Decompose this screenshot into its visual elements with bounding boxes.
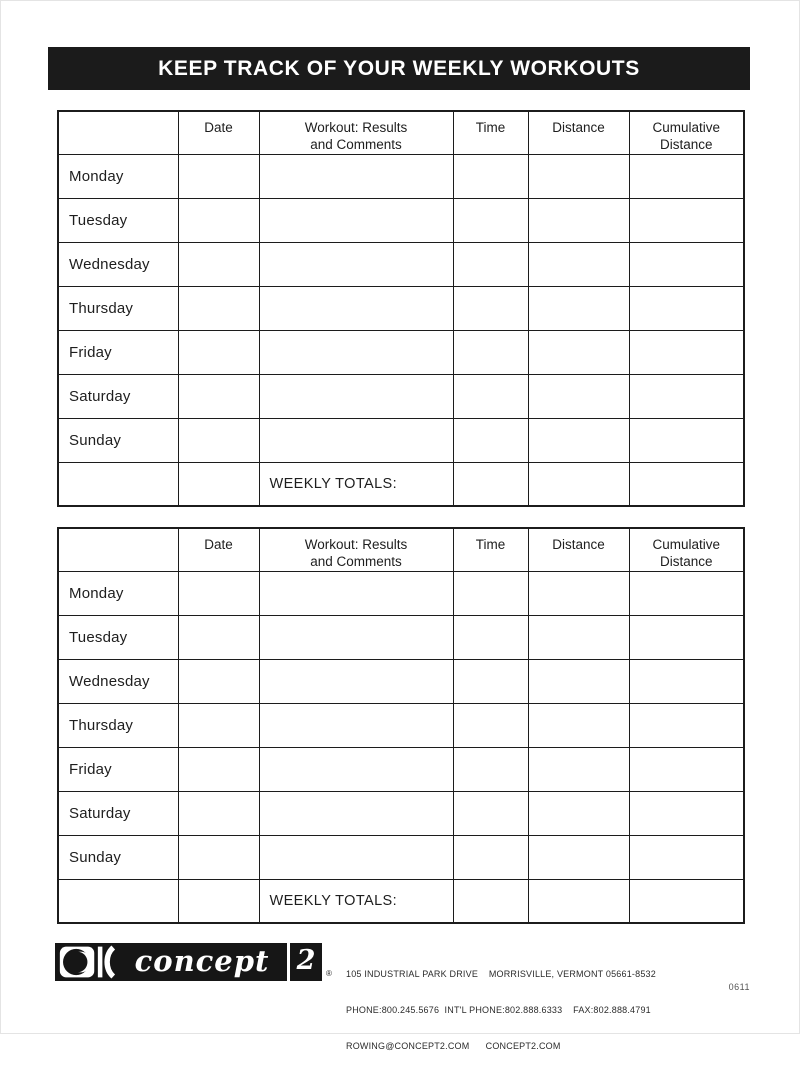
time-entry-cell <box>453 286 528 330</box>
web-line: ROWING@CONCEPT2.COM CONCEPT2.COM <box>346 1041 561 1051</box>
time-entry-cell <box>453 791 528 835</box>
day-row <box>58 615 744 659</box>
cumulative-entry-cell <box>629 198 744 242</box>
distance-entry-cell <box>528 659 629 703</box>
time-entry-cell <box>453 242 528 286</box>
day-label: Saturday <box>58 791 178 835</box>
empty-day-cell <box>58 462 178 506</box>
day-label: Sunday <box>58 835 178 879</box>
date-entry-cell <box>178 374 259 418</box>
time-entry-cell <box>453 703 528 747</box>
day-row <box>58 418 744 462</box>
week-table-2 <box>57 527 745 924</box>
distance-entry-cell <box>528 791 629 835</box>
workout-entry-cell <box>259 615 453 659</box>
day-label: Thursday <box>58 703 178 747</box>
distance-entry-cell <box>528 703 629 747</box>
day-row <box>58 330 744 374</box>
company-contact-block <box>346 944 656 1076</box>
day-label: Tuesday <box>58 198 178 242</box>
day-label: Friday <box>58 747 178 791</box>
date-entry-cell <box>178 198 259 242</box>
date-entry-cell <box>178 330 259 374</box>
workout-entry-cell <box>259 659 453 703</box>
workout-entry-cell <box>259 154 453 198</box>
totals-cumulative-distance-cell <box>629 462 744 506</box>
day-label: Monday <box>58 154 178 198</box>
cumulative-entry-cell <box>629 418 744 462</box>
day-label: Sunday <box>58 418 178 462</box>
workout-entry-cell <box>259 747 453 791</box>
workout-entry-cell <box>259 242 453 286</box>
concept-wordmark: concept <box>134 943 270 978</box>
day-row <box>58 747 744 791</box>
cumulative-entry-cell <box>629 835 744 879</box>
distance-entry-cell <box>528 571 629 615</box>
distance-entry-cell <box>528 330 629 374</box>
distance-entry-cell <box>528 374 629 418</box>
distance-column-header: Distance <box>528 528 629 571</box>
day-column-header <box>58 111 178 154</box>
workout-entry-cell <box>259 835 453 879</box>
totals-time-cell <box>453 462 528 506</box>
distance-entry-cell <box>528 198 629 242</box>
totals-cumulative-distance-cell <box>629 879 744 923</box>
cumulative-entry-cell <box>629 286 744 330</box>
distance-entry-cell <box>528 835 629 879</box>
title-bar <box>48 47 750 90</box>
day-row <box>58 154 744 198</box>
workout-column-header: Workout: Results and Comments <box>259 528 453 571</box>
header-row <box>58 528 744 571</box>
time-entry-cell <box>453 418 528 462</box>
date-entry-cell <box>178 659 259 703</box>
concept2-logo <box>55 943 322 981</box>
cumulative-entry-cell <box>629 615 744 659</box>
cumulative-entry-cell <box>629 703 744 747</box>
address-line: 105 INDUSTRIAL PARK DRIVE MORRISVILLE, VERMONT 05661-8532 <box>346 969 656 979</box>
date-entry-cell <box>178 747 259 791</box>
totals-time-cell <box>453 879 528 923</box>
day-label: Friday <box>58 330 178 374</box>
form-code: 0611 <box>728 982 750 992</box>
day-label: Saturday <box>58 374 178 418</box>
logo-number-2: 2 <box>296 945 316 976</box>
time-entry-cell <box>453 659 528 703</box>
date-entry-cell <box>178 791 259 835</box>
time-column-header: Time <box>453 528 528 571</box>
day-column-header <box>58 528 178 571</box>
workout-entry-cell <box>259 286 453 330</box>
cumulative-distance-column-header: Cumulative Distance <box>629 528 744 571</box>
cumulative-entry-cell <box>629 242 744 286</box>
empty-date-cell <box>178 462 259 506</box>
cumulative-distance-column-header: Cumulative Distance <box>629 111 744 154</box>
week-table-1 <box>57 110 745 507</box>
date-entry-cell <box>178 571 259 615</box>
cumulative-entry-cell <box>629 374 744 418</box>
registered-trademark-symbol: ® <box>326 969 332 978</box>
cumulative-entry-cell <box>629 659 744 703</box>
time-entry-cell <box>453 747 528 791</box>
date-entry-cell <box>178 154 259 198</box>
distance-entry-cell <box>528 418 629 462</box>
page-title: KEEP TRACK OF YOUR WEEKLY WORKOUTS <box>158 56 640 80</box>
weekly-totals-row <box>58 879 744 923</box>
empty-day-cell <box>58 879 178 923</box>
date-entry-cell <box>178 286 259 330</box>
time-entry-cell <box>453 571 528 615</box>
empty-date-cell <box>178 879 259 923</box>
distance-entry-cell <box>528 615 629 659</box>
date-column-header: Date <box>178 111 259 154</box>
time-entry-cell <box>453 374 528 418</box>
distance-entry-cell <box>528 154 629 198</box>
time-entry-cell <box>453 198 528 242</box>
cumulative-entry-cell <box>629 791 744 835</box>
workout-column-header: Workout: Results and Comments <box>259 111 453 154</box>
day-row <box>58 659 744 703</box>
cumulative-entry-cell <box>629 571 744 615</box>
day-row <box>58 835 744 879</box>
workout-entry-cell <box>259 418 453 462</box>
day-row <box>58 703 744 747</box>
day-row <box>58 374 744 418</box>
workout-entry-cell <box>259 703 453 747</box>
distance-column-header: Distance <box>528 111 629 154</box>
workout-entry-cell <box>259 571 453 615</box>
workout-entry-cell <box>259 374 453 418</box>
weekly-totals-label: WEEKLY TOTALS: <box>259 462 453 506</box>
concept2-flywheel-icon <box>57 943 117 981</box>
day-label: Monday <box>58 571 178 615</box>
time-entry-cell <box>453 615 528 659</box>
totals-distance-cell <box>528 879 629 923</box>
day-row <box>58 571 744 615</box>
header-row <box>58 111 744 154</box>
day-label: Tuesday <box>58 615 178 659</box>
distance-entry-cell <box>528 747 629 791</box>
cumulative-entry-cell <box>629 154 744 198</box>
totals-distance-cell <box>528 462 629 506</box>
weekly-totals-label: WEEKLY TOTALS: <box>259 879 453 923</box>
date-entry-cell <box>178 242 259 286</box>
time-entry-cell <box>453 835 528 879</box>
date-entry-cell <box>178 615 259 659</box>
workout-entry-cell <box>259 198 453 242</box>
date-entry-cell <box>178 835 259 879</box>
distance-entry-cell <box>528 286 629 330</box>
time-entry-cell <box>453 154 528 198</box>
day-row <box>58 198 744 242</box>
day-label: Thursday <box>58 286 178 330</box>
cumulative-entry-cell <box>629 330 744 374</box>
cumulative-entry-cell <box>629 747 744 791</box>
day-label: Wednesday <box>58 242 178 286</box>
phone-line: PHONE:800.245.5676 INT'L PHONE:802.888.6333 FAX:802.888.4791 <box>346 1005 651 1015</box>
day-label: Wednesday <box>58 659 178 703</box>
weekly-totals-row <box>58 462 744 506</box>
distance-entry-cell <box>528 242 629 286</box>
day-row <box>58 242 744 286</box>
date-entry-cell <box>178 418 259 462</box>
date-column-header: Date <box>178 528 259 571</box>
workout-entry-cell <box>259 330 453 374</box>
time-column-header: Time <box>453 111 528 154</box>
workout-entry-cell <box>259 791 453 835</box>
day-row <box>58 286 744 330</box>
day-row <box>58 791 744 835</box>
time-entry-cell <box>453 330 528 374</box>
date-entry-cell <box>178 703 259 747</box>
